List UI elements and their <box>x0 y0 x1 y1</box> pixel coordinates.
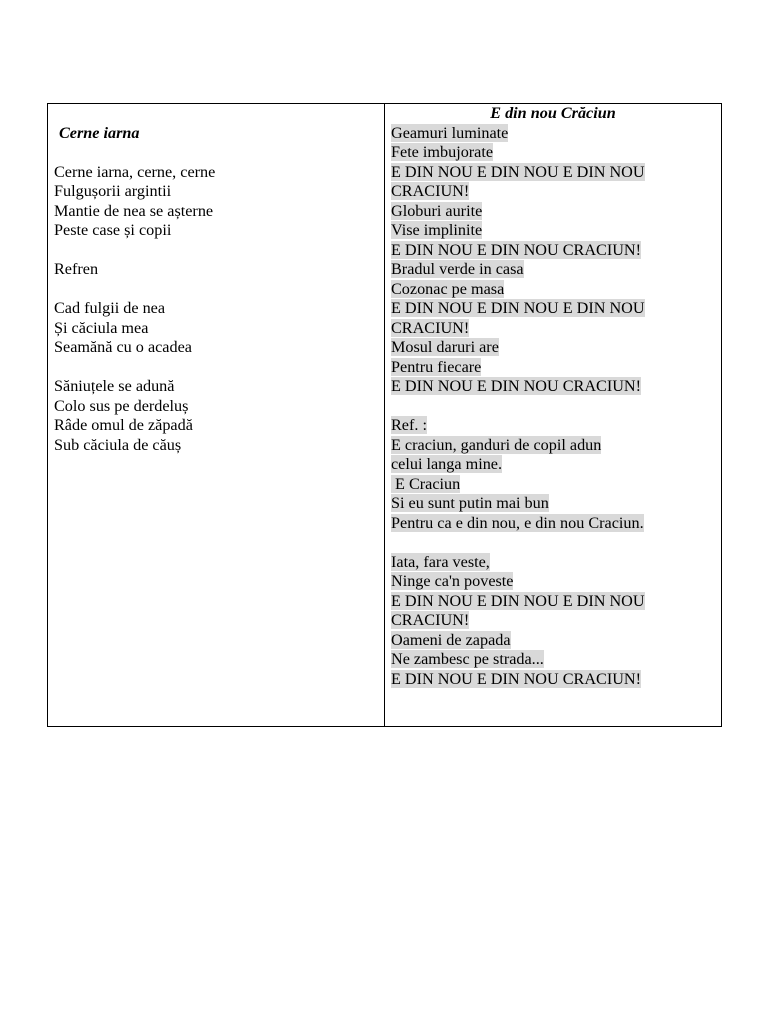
blank-line <box>54 241 384 261</box>
lyric-line: E DIN NOU E DIN NOU CRACIUN! <box>391 669 641 688</box>
lyric-line: Oameni de zapada <box>391 630 511 649</box>
lyric-line: CRACIUN! <box>391 318 470 337</box>
lyric-line: CRACIUN! <box>391 611 470 629</box>
left-line: Peste case și copii <box>54 221 172 239</box>
lyrics-table <box>47 103 722 727</box>
lyric-line: CRACIUN! <box>391 182 470 200</box>
blank-line <box>54 358 384 378</box>
lyric-line: Ref. : <box>391 416 427 434</box>
left-line: Cerne iarna, cerne, cerne <box>54 162 216 181</box>
left-line: Fulgușorii argintii <box>54 182 172 200</box>
lyric-line: E DIN NOU E DIN NOU E DIN NOU <box>391 162 645 181</box>
left-column <box>48 104 385 726</box>
right-column <box>385 104 721 726</box>
lyric-line: Bradul verde in casa <box>391 260 524 278</box>
lyric-line: Mosul daruri are <box>391 338 499 356</box>
lyric-line: Vise implinite <box>391 221 483 239</box>
left-line: Sub căciula de căuș <box>54 435 182 454</box>
lyric-line: Si eu sunt putin mai bun <box>391 494 549 512</box>
blank-line <box>54 143 384 163</box>
left-line: Săniuțele se adună <box>54 377 175 395</box>
lyric-line: Cozonac pe masa <box>391 279 505 298</box>
left-line: Râde omul de zăpadă <box>54 416 193 434</box>
left-line: Și căciula mea <box>54 318 149 337</box>
refrain-label: Refren <box>54 260 99 278</box>
lyric-line: E Craciun <box>391 474 461 493</box>
lyric-line: E DIN NOU E DIN NOU CRACIUN! <box>391 240 641 259</box>
lyric-line: celui langa mine. <box>391 455 503 473</box>
lyric-line: Geamuri luminate <box>391 123 509 142</box>
lyric-line: Pentru ca e din nou, e din nou Craciun. <box>391 513 644 532</box>
lyric-line: E craciun, ganduri de copil adun <box>391 435 602 454</box>
left-line: Seamănă cu o acadea <box>54 338 192 356</box>
left-line: Colo sus pe derdeluș <box>54 396 189 415</box>
lyric-line: Ninge ca'n poveste <box>391 572 514 590</box>
lyric-line: Ne zambesc pe strada... <box>391 650 544 668</box>
blank-line <box>54 280 384 300</box>
right-poem-title: E din nou Crăciun <box>490 104 616 122</box>
lyric-line: Globuri aurite <box>391 201 483 220</box>
left-line: Cad fulgii de nea <box>54 299 166 317</box>
left-line: Mantie de nea se așterne <box>54 201 214 220</box>
lyric-line: E DIN NOU E DIN NOU E DIN NOU <box>391 591 645 610</box>
lyric-line: Pentru fiecare <box>391 357 482 376</box>
left-poem-title: Cerne iarna <box>59 123 140 142</box>
lyric-line: Iata, fara veste, <box>391 552 490 571</box>
lyric-line: E DIN NOU E DIN NOU E DIN NOU <box>391 299 645 317</box>
lyric-line: Fete imbujorate <box>391 143 494 161</box>
lyric-line: E DIN NOU E DIN NOU CRACIUN! <box>391 377 641 395</box>
